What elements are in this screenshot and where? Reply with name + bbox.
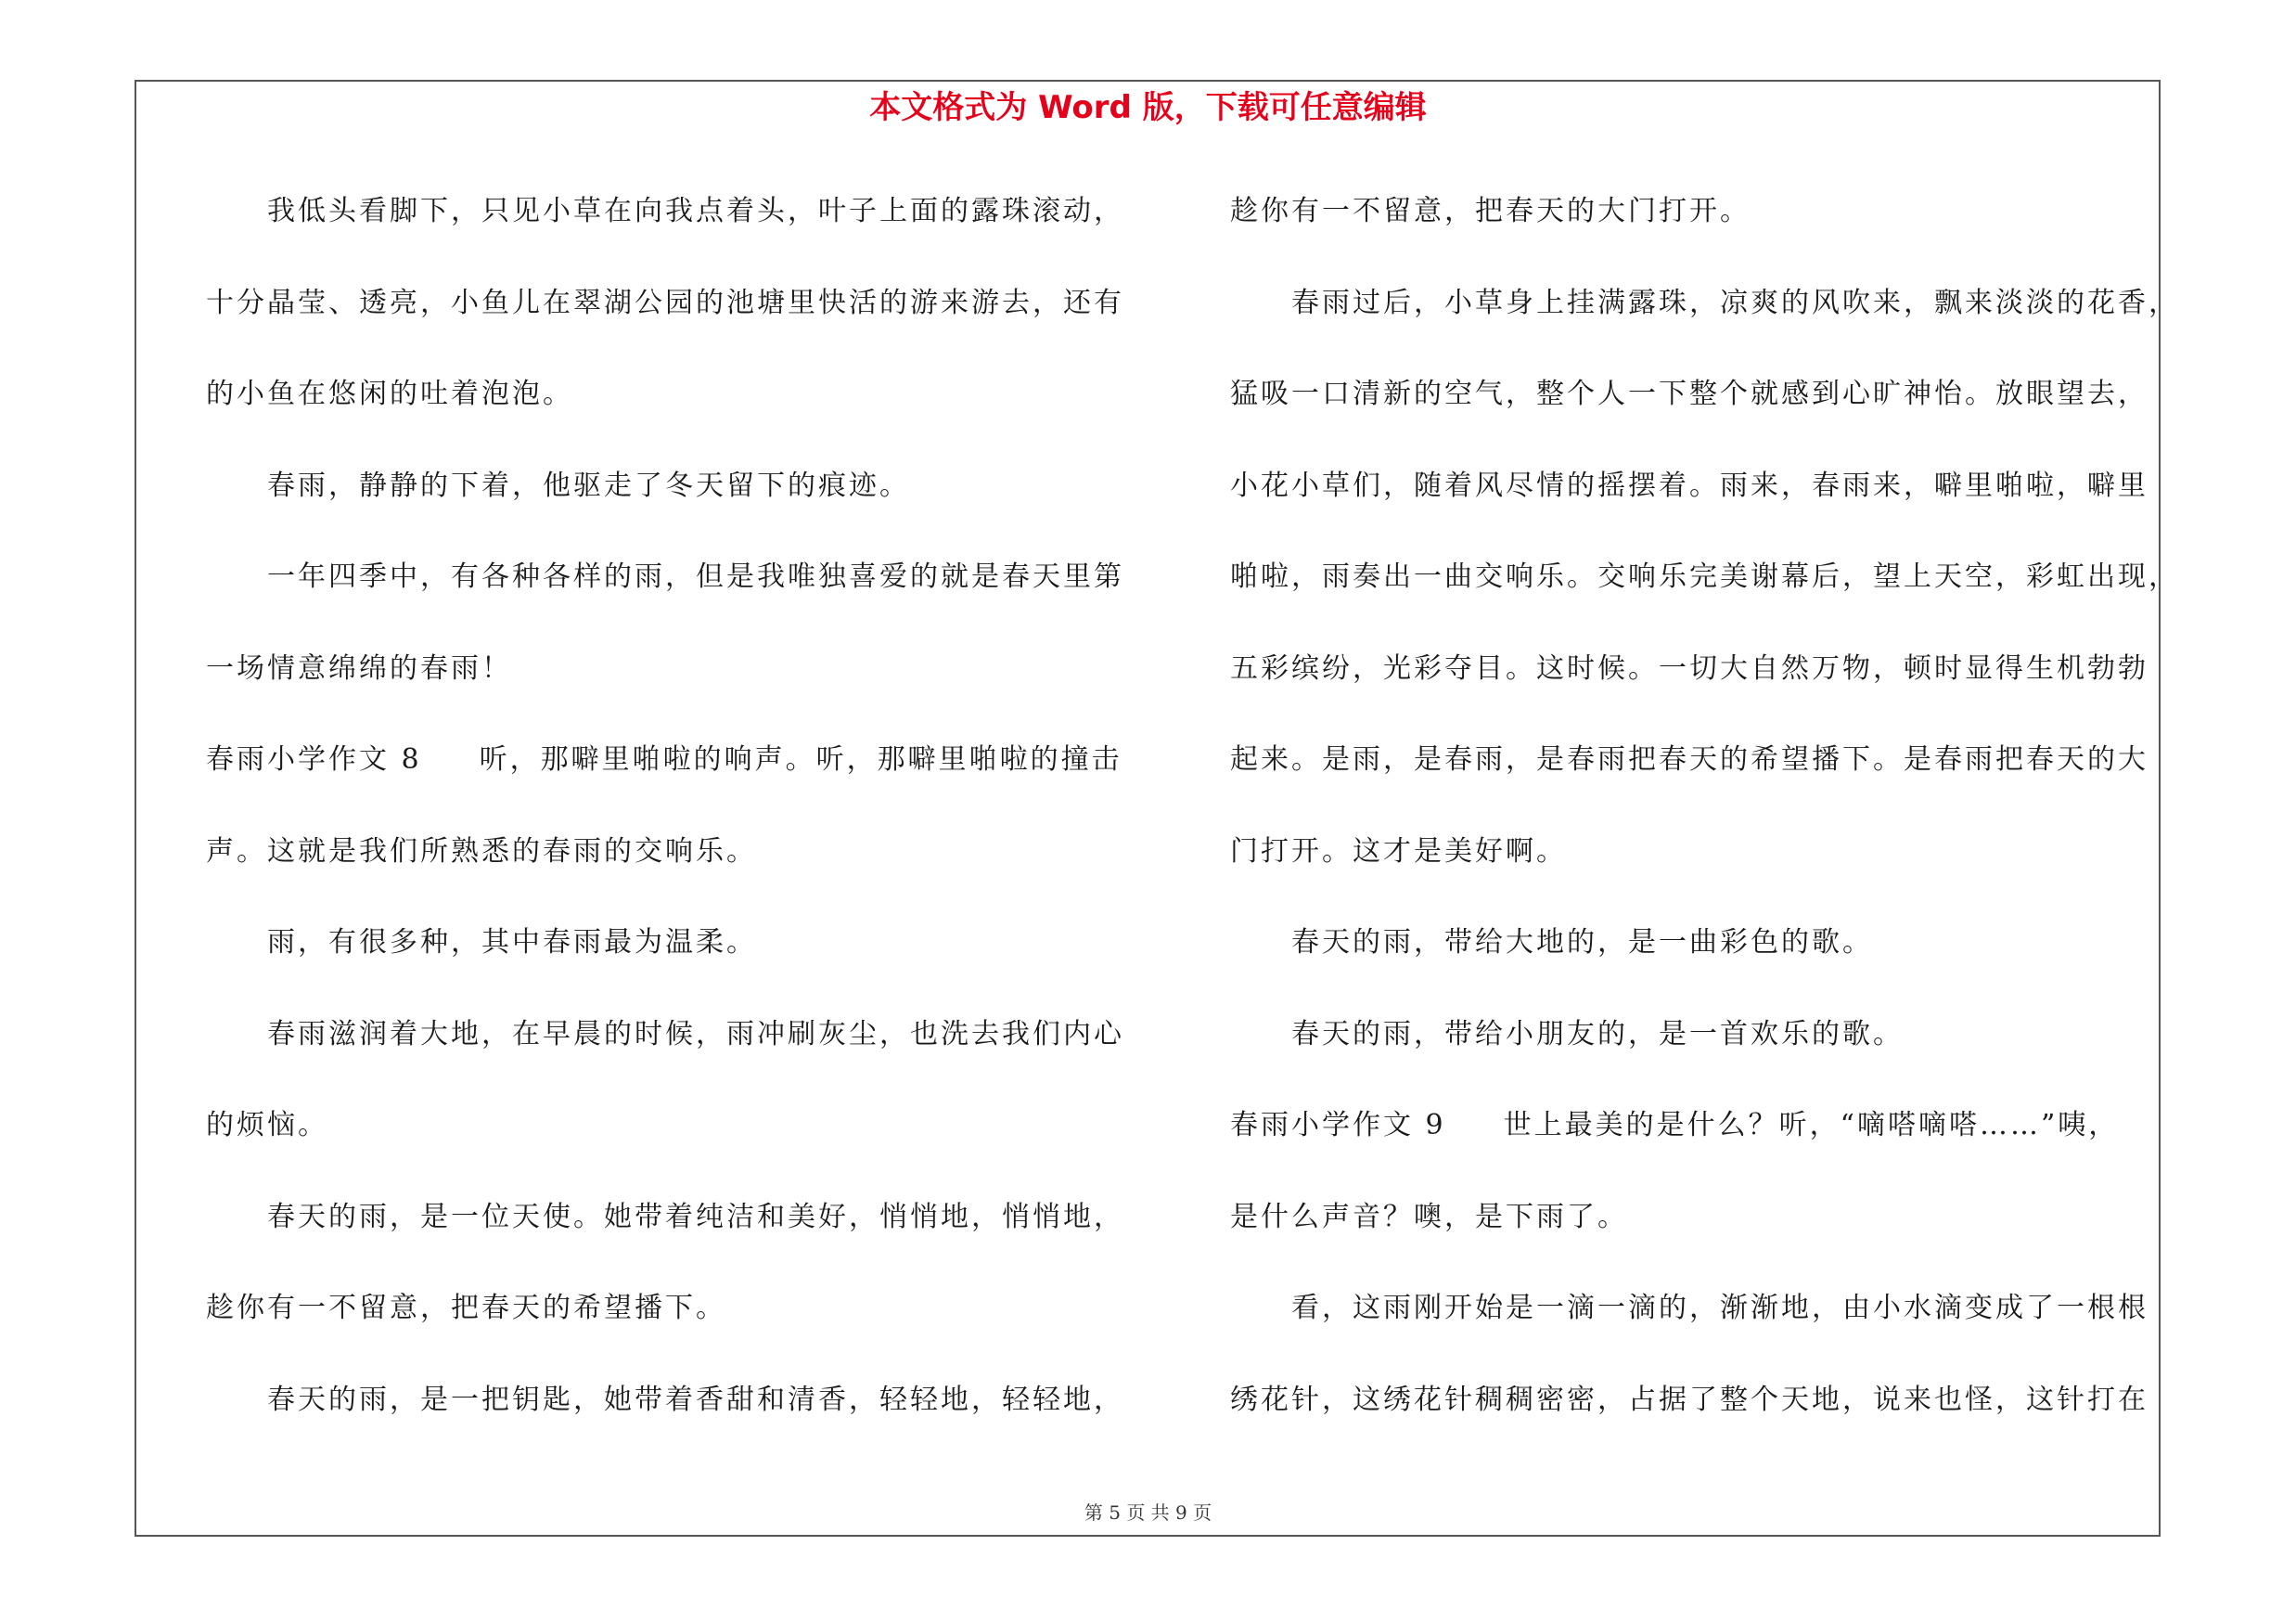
text-line (206, 1281, 1134, 1372)
line-text: 啪啦，雨奏出一曲交响乐。交响乐完美谢幕后，望上天空，彩虹出现， (1230, 560, 2179, 593)
text-line (206, 824, 1134, 916)
text-line (1230, 1372, 2158, 1464)
line-text: 春天的雨，带给小朋友的，是一首欢乐的歌。 (1291, 1017, 1904, 1050)
text-line (1230, 184, 2158, 276)
text-line (206, 367, 1134, 458)
line-text: 声。这就是我们所熟悉的春雨的交响乐。 (206, 834, 757, 868)
text-line (206, 1190, 1134, 1282)
line-text: 猛吸一口清新的空气，整个人一下整个就感到心旷神怡。放眼望去， (1230, 378, 2148, 410)
text-line (206, 915, 1134, 1007)
text-line (1230, 458, 2158, 550)
text-line (206, 1098, 1134, 1190)
line-text: 十分晶莹、透亮，小鱼儿在翠湖公园的池塘里快活的游来游去，还有 (206, 286, 1124, 319)
text-line (1230, 1098, 2158, 1190)
text-line (206, 549, 1134, 641)
text-line (1230, 549, 2179, 641)
text-line (1230, 1190, 2158, 1282)
text-line (206, 1372, 1134, 1464)
line-text: 的小鱼在悠闲的吐着泡泡。 (206, 378, 573, 410)
line-text: 春雨，静静的下着，他驱走了冬天留下的痕迹。 (267, 469, 910, 502)
line-text: 一年四季中，有各种各样的雨，但是我唯独喜爱的就是春天里第 (267, 560, 1124, 593)
page-header: 本文格式为 Word 版，下载可任意编辑 (869, 89, 1427, 126)
text-line (1230, 641, 2158, 733)
line-text: 起来。是雨，是春雨，是春雨把春天的希望播下。是春雨把春天的大 (1230, 743, 2148, 776)
text-line (206, 732, 1134, 824)
line-text: 绣花针，这绣花针稠稠密密，占据了整个天地，说来也怪，这针打在 (1230, 1383, 2148, 1416)
text-line (206, 458, 1134, 550)
line-text: 看，这雨刚开始是一滴一滴的，渐渐地，由小水滴变成了一根根 (1291, 1292, 2148, 1324)
line-text: 雨，有很多种，其中春雨最为温柔。 (267, 926, 757, 959)
text-line (1230, 824, 2158, 916)
text-line (1230, 732, 2158, 824)
left-column (206, 184, 1134, 1463)
text-line (206, 276, 1134, 367)
line-text: 一场情意绵绵的春雨！ (206, 651, 512, 685)
line-text: 趁你有一不留意，把春天的大门打开。 (1230, 195, 1751, 227)
line-text: 小花小草们，随着风尽情的摇摆着。雨来，春雨来，噼里啪啦，噼里 (1230, 469, 2148, 502)
text-line (1230, 276, 2179, 367)
line-text: 春雨过后，小草身上挂满露珠，凉爽的风吹来，飘来淡淡的花香， (1291, 286, 2179, 319)
line-text: 听，那噼里啪啦的响声。听，那噼里啪啦的撞击 (479, 743, 1122, 776)
text-line (1230, 915, 2158, 1007)
line-text: 春天的雨，带给大地的，是一曲彩色的歌。 (1291, 926, 1873, 959)
section-heading: 春雨小学作文 8 (206, 743, 422, 776)
section-heading: 春雨小学作文 9 (1230, 1109, 1446, 1141)
line-text: 是什么声音？噢，是下雨了。 (1230, 1200, 1628, 1233)
text-line (1230, 367, 2158, 458)
text-line (206, 1007, 1134, 1099)
line-text: 世上最美的是什么？听，“嘀嗒嘀嗒……”咦， (1503, 1109, 2120, 1141)
text-line (1230, 1281, 2158, 1372)
line-text: 的烦恼。 (206, 1109, 328, 1141)
line-text: 春天的雨，是一位天使。她带着纯洁和美好，悄悄地，悄悄地， (267, 1200, 1124, 1233)
right-column (1230, 184, 2179, 1463)
line-text: 五彩缤纷，光彩夺目。这时候。一切大自然万物，顿时显得生机勃勃 (1230, 651, 2148, 685)
text-line (1230, 1007, 2158, 1099)
line-text: 我低头看脚下，只见小草在向我点着头，叶子上面的露珠滚动， (267, 195, 1124, 227)
line-text: 春天的雨，是一把钥匙，她带着香甜和清香，轻轻地，轻轻地， (267, 1383, 1124, 1416)
line-text: 春雨滋润着大地，在早晨的时候，雨冲刷灰尘，也洗去我们内心 (267, 1017, 1124, 1050)
line-text: 趁你有一不留意，把春天的希望播下。 (206, 1292, 726, 1324)
page-footer: 第 5 页 共 9 页 (1084, 1501, 1212, 1524)
text-line (206, 641, 1134, 733)
text-line (206, 184, 1134, 276)
line-text: 门打开。这才是美好啊。 (1230, 834, 1567, 868)
